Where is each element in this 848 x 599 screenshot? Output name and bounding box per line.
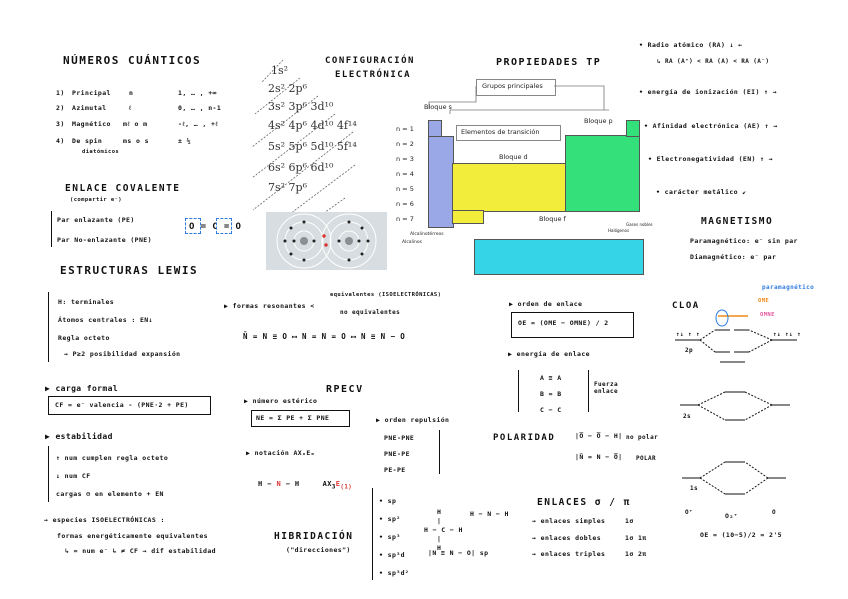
magnetismo-dia: Diamagnético: e⁻ par <box>690 253 777 261</box>
amine-hybrid: H − N − H <box>470 510 509 518</box>
n-label: n = 4 <box>396 170 414 178</box>
config-row: 1s² <box>271 64 289 77</box>
lewis-item: → P≥2 posibilidad expansión <box>64 350 181 358</box>
tendencia-metal: • carácter metálico ↙ <box>656 188 747 196</box>
config-row: 5s² 5p⁶ 5d¹⁰ 5f¹⁴ <box>268 140 357 153</box>
rpecv-title: RPECV <box>326 384 364 395</box>
numeros-range: 1, … , +∞ <box>178 89 217 97</box>
bloque-d-label: Bloque d <box>499 153 528 161</box>
n-label: n = 2 <box>396 140 414 148</box>
nitrile-hybrid: |N ≡ N − O| sp <box>428 549 489 557</box>
enlaces-val: 1σ <box>625 517 634 525</box>
grupos-label: Grupos principales <box>482 82 543 90</box>
magnetismo-title: MAGNETISMO <box>701 216 774 227</box>
config-row: 6s² 6p⁶ 6d¹⁰ <box>268 161 334 174</box>
resonantes-neq: no equivalentes <box>340 309 401 316</box>
enlaces-item: → enlaces dobles <box>532 534 602 542</box>
resonantes-eq: equivalentes (ISOELECTRÓNICAS) <box>330 292 442 298</box>
cloa-2p-label: 2p <box>685 347 694 354</box>
hibrid-title: HIBRIDACIÓN <box>274 531 354 542</box>
numeros-idx: 3) <box>56 120 65 128</box>
co2-formula: O = C = O <box>189 222 242 232</box>
bloque-p-label: Bloque p <box>584 117 613 125</box>
cloa-o2: O₂⁺ <box>725 512 738 520</box>
config-row: 4s² 4p⁶ 4d¹⁰ 4f¹⁴ <box>268 119 357 132</box>
bond-triple: A ≡ A <box>540 374 562 382</box>
magnetismo-para: Paramagnético: e⁻ sin par <box>690 237 798 245</box>
numeros-idx: 1) <box>56 89 65 97</box>
n-label: n = 5 <box>396 185 414 193</box>
enlace-pe: Par enlazante (PE) <box>57 216 135 224</box>
enlace-subtitle: (compartir e⁻) <box>70 197 122 203</box>
numeros-title: NÚMEROS CUÁNTICOS <box>63 54 202 67</box>
enlace-title: ENLACE COVALENTE <box>65 183 181 194</box>
resonantes-formula: N̄ = N ≡ O ⟷ N = N = O ⟷ N ≡ N − O <box>243 332 406 341</box>
polaridad-title: POLARIDAD <box>493 433 556 443</box>
repulsion-item: PE-PE <box>384 466 406 474</box>
repulsion-title: ▶ orden repulsión <box>376 416 450 424</box>
numeros-range: -ℓ, … , +ℓ <box>178 120 219 128</box>
hibrid-item: • sp³d² <box>379 569 410 577</box>
numeros-sym: mℓ o m <box>123 120 148 128</box>
especies-title: → especies ISOELECTRÓNICAS : <box>44 516 165 524</box>
cloa-title: CLOA <box>672 301 700 311</box>
cloa-paramagnetico: paramagnético <box>762 284 815 291</box>
notacion: ▶ notación AXₙEₘ <box>246 449 316 457</box>
alcalinos-label: Alcalinos <box>402 240 423 245</box>
numeros-range: ± ½ <box>178 137 191 145</box>
bloque-s-label: Bloque s <box>424 103 452 111</box>
config-title: CONFIGURACIÓN <box>325 56 415 66</box>
enlaces-title: ENLACES σ / π <box>537 497 631 508</box>
alcalinoterreos-label: Alcalinotérreos <box>410 232 444 237</box>
numeros-spin-note: diatómicos <box>82 149 120 155</box>
config-row: 2s² 2p⁶ <box>268 82 307 95</box>
hibrid-item: • sp <box>379 497 397 505</box>
numeros-range: 0, … , n-1 <box>178 104 222 112</box>
enlaces-item: → enlaces triples <box>532 550 606 558</box>
especies-text-2: ↳ = num e⁻ ↳ ≠ CF → dif estabilidad <box>65 547 216 555</box>
bond-single: C − C <box>540 406 562 414</box>
polaridad-polar: POLAR <box>636 455 657 462</box>
cloa-ome: OME <box>758 298 770 304</box>
transicion-label: Elementos de transición <box>461 128 540 136</box>
tendencia-ei: • energía de ionización (EI) ↑ → <box>639 88 778 96</box>
cloa-oe: OE = (10−5)/2 = 2'5 <box>700 531 782 539</box>
hibrid-sub: ("direcciones") <box>286 546 351 554</box>
repulsion-item: PNE-PE <box>384 450 410 458</box>
cloa-2s-label: 2s <box>683 413 692 420</box>
tendencia-ra: • Radio atómico (RA) ↓ ← <box>639 41 743 49</box>
n-label: n = 1 <box>396 125 414 133</box>
bloque-f-label: Bloque f <box>539 215 566 223</box>
especies-text: formas energéticamente equivalentes <box>57 532 208 540</box>
hibrid-item: • sp² <box>379 515 401 523</box>
ne-formula: NE = Σ PE + Σ PNE <box>256 414 330 422</box>
numeros-sym: n <box>129 89 134 97</box>
carga-title: ▶ carga formal <box>45 384 119 393</box>
numeros-name: Magnético <box>72 120 111 128</box>
lewis-title: ESTRUCTURAS LEWIS <box>60 264 199 277</box>
enlaces-val: 1σ 2π <box>625 550 647 558</box>
tendencia-ae: • Afinidad electrónica (AE) ↑ → <box>644 122 778 130</box>
numeros-sym: ℓ <box>129 104 132 112</box>
bond-double: B = B <box>540 390 562 398</box>
cloa-2p-left: ↑↓ ↑ ↑ <box>676 331 701 338</box>
amine-structure: H − N − H $AX_3E_{(1)}$ <box>258 480 353 491</box>
enlaces-item: → enlaces simples <box>532 517 606 525</box>
numeros-name: Azimutal <box>72 104 107 112</box>
polaridad-nopolar: no polar <box>626 434 659 441</box>
n-label: n = 6 <box>396 200 414 208</box>
lewis-item: H: terminales <box>58 298 115 306</box>
config-row: 3s² 3p⁶ 3d¹⁰ <box>268 100 334 113</box>
lewis-item: Regla octeto <box>58 334 110 342</box>
orden-formula: OE = (OME − OMNE) / 2 <box>518 319 609 327</box>
polaridad-nopolar-formula: |O̅ − O̅ − H| <box>575 432 623 440</box>
numeros-idx: 2) <box>56 104 65 112</box>
config-row: 7s² 7p⁶ <box>268 181 307 194</box>
config-title-2: ELECTRÓNICA <box>335 70 412 80</box>
numeros-idx: 4) <box>56 137 65 145</box>
estab-title: ▶ estabilidad <box>45 432 113 441</box>
estab-item: cargas ⊖ en elemento + EN <box>56 490 164 498</box>
numeros-name: De spin <box>72 137 103 145</box>
hibrid-item: • sp³ <box>379 533 401 541</box>
enlace-pne: Par No-enlazante (PNE) <box>57 236 152 244</box>
gases-label: Gases nobles <box>626 222 653 227</box>
carga-formula: CF = e⁻ valencia - (PNE·2 + PE) <box>55 401 189 409</box>
n-label: n = 7 <box>396 215 414 223</box>
resonantes-title: ▶ formas resonantes < <box>224 302 315 310</box>
estab-item: ↑ num cumplen regla octeto <box>56 454 169 462</box>
enlaces-val: 1σ 1π <box>625 534 647 542</box>
numeros-name: Principal <box>72 89 111 97</box>
methane-structure: H | H − C − H | H <box>424 508 463 552</box>
fuerza-label: Fuerza enlace <box>594 381 619 395</box>
polaridad-polar-formula: |N̄ = N − O̅| <box>575 453 623 461</box>
cloa-1s-label: 1s <box>690 485 699 492</box>
energia-title: ▶ energía de enlace <box>508 350 590 358</box>
ne-title: ▶ número estérico <box>244 397 318 405</box>
halogenos-label: Halógenos <box>608 228 630 233</box>
cloa-omne: OMNE <box>760 312 775 318</box>
orden-title: ▶ orden de enlace <box>509 300 583 308</box>
tendencia-ra-sub: ↳ RA (A⁺) < RA (A) < RA (A⁻) <box>657 58 770 65</box>
lewis-item: Átomos centrales : EN↓ <box>58 316 153 324</box>
cloa-2p-right: ↑↓ ↑↓ ↑ <box>773 331 802 338</box>
hibrid-item: • sp³d <box>379 551 405 559</box>
numeros-sym: ms o s <box>123 137 149 145</box>
estab-item: ↓ num CF <box>56 472 91 480</box>
n-label: n = 3 <box>396 155 414 163</box>
cloa-o-right: O <box>772 509 777 516</box>
cloa-o-left: O⁺ <box>685 509 694 516</box>
propiedades-title: PROPIEDADES TP <box>496 57 602 68</box>
tendencia-en: • Electronegatividad (EN) ↑ → <box>648 155 774 163</box>
repulsion-item: PNE-PNE <box>384 434 415 442</box>
